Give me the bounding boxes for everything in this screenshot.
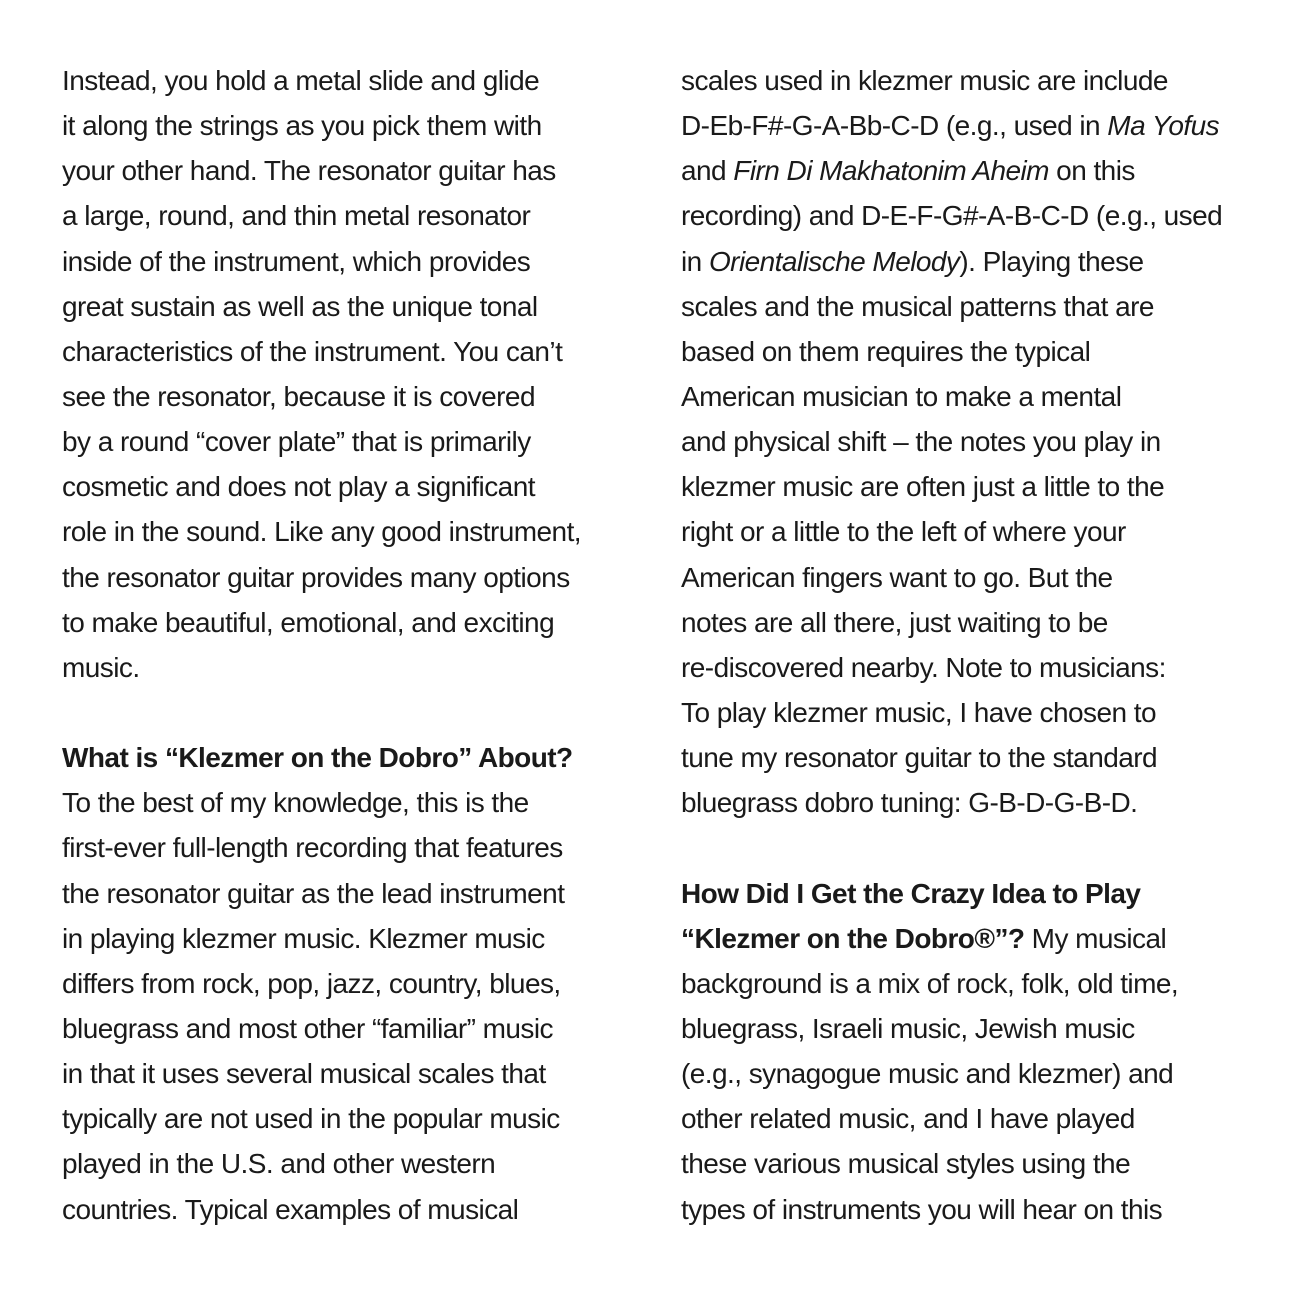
- text-line: music.: [62, 651, 140, 683]
- text-line: in playing klezmer music. Klezmer music: [62, 922, 545, 954]
- paragraph-resonator: [62, 58, 622, 690]
- section-about: [62, 735, 622, 1232]
- text-line: To play klezmer music, I have chosen to: [681, 696, 1156, 728]
- section-crazy-idea: [681, 871, 1241, 1232]
- text-line: types of instruments you will hear on this: [681, 1193, 1163, 1225]
- text-line: these various musical styles using the: [681, 1148, 1131, 1180]
- text-line: based on them requires the typical: [681, 335, 1091, 367]
- text-line: [681, 148, 1241, 193]
- text-line: characteristics of the instrument. You can’t: [62, 335, 563, 367]
- text-line: notes are all there, just waiting to be: [681, 606, 1108, 638]
- paragraph-spacer: [62, 690, 622, 735]
- text-line: recording) and D-E-F-G#-A-B-C-D (e.g., used: [681, 200, 1223, 232]
- text-line: played in the U.S. and other western: [62, 1148, 496, 1180]
- left-column: [62, 58, 622, 1232]
- text-run: on this: [1048, 155, 1135, 187]
- text-line: by a round “cover plate” that is primarily: [62, 426, 531, 458]
- text-run: D-Eb-F#-G-A-Bb-C-D (e.g., used in: [681, 110, 1108, 142]
- text-line: bluegrass, Israeli music, Jewish music: [681, 1012, 1135, 1044]
- text-line: background is a mix of rock, folk, old time,: [681, 967, 1179, 999]
- text-line: [681, 916, 1241, 961]
- text-line: scales and the musical patterns that are: [681, 290, 1154, 322]
- paragraph-scales: [681, 58, 1241, 825]
- text-line: the resonator guitar as the lead instrument: [62, 877, 565, 909]
- text-line: your other hand. The resonator guitar has: [62, 155, 556, 187]
- text-line: [681, 239, 1241, 284]
- text-line: see the resonator, because it is covered: [62, 380, 535, 412]
- text-line: American fingers want to go. But the: [681, 561, 1113, 593]
- text-line: first-ever full-length recording that features: [62, 832, 563, 864]
- text-line: role in the sound. Like any good instrument,: [62, 516, 582, 548]
- text-line: right or a little to the left of where your: [681, 516, 1126, 548]
- text-run: and: [681, 155, 734, 187]
- section-heading-crazy-idea-cont: “Klezmer on the Dobro®”?: [681, 922, 1025, 954]
- section-heading-about: What is “Klezmer on the Dobro” About?: [62, 742, 573, 774]
- text-line: scales used in klezmer music are include: [681, 65, 1168, 96]
- text-line: Instead, you hold a metal slide and glide: [62, 65, 540, 96]
- text-line: [681, 103, 1241, 148]
- text-line: the resonator guitar provides many options: [62, 561, 570, 593]
- text-line: and physical shift – the notes you play in: [681, 426, 1161, 458]
- text-line: re-discovered nearby. Note to musicians:: [681, 651, 1166, 683]
- text-line: a large, round, and thin metal resonator: [62, 200, 531, 232]
- text-line: cosmetic and does not play a significant: [62, 471, 535, 503]
- text-line: bluegrass dobro tuning: G-B-D-G-B-D.: [681, 787, 1138, 819]
- text-line: klezmer music are often just a little to the: [681, 471, 1165, 503]
- text-line: it along the strings as you pick them with: [62, 110, 542, 142]
- song-title-orientalische-melody: Orientalische Melody: [708, 245, 960, 277]
- text-line: in that it uses several musical scales that: [62, 1058, 546, 1090]
- text-line: (e.g., synagogue music and klezmer) and: [681, 1058, 1174, 1090]
- text-line: other related music, and I have played: [681, 1103, 1135, 1135]
- text-line: differs from rock, pop, jazz, country, blues,: [62, 967, 561, 999]
- right-column: [681, 58, 1241, 1232]
- text-line: To the best of my knowledge, this is the: [62, 787, 529, 819]
- text-run: in: [681, 245, 709, 277]
- text-run: My musical: [1024, 922, 1167, 954]
- section-heading-crazy-idea: How Did I Get the Crazy Idea to Play: [681, 877, 1141, 909]
- text-line: tune my resonator guitar to the standard: [681, 742, 1158, 774]
- text-line: to make beautiful, emotional, and exciting: [62, 606, 555, 638]
- text-line: bluegrass and most other “familiar” music: [62, 1012, 553, 1044]
- paragraph-spacer: [681, 825, 1241, 870]
- text-line: typically are not used in the popular music: [62, 1103, 560, 1135]
- text-line: countries. Typical examples of musical: [62, 1193, 519, 1225]
- text-line: American musician to make a mental: [681, 380, 1122, 412]
- text-line: inside of the instrument, which provides: [62, 245, 531, 277]
- song-title-firn-di-makhatonim: Firn Di Makhatonim Aheim: [733, 155, 1049, 187]
- text-run: ). Playing these: [959, 245, 1144, 277]
- song-title-ma-yofus: Ma Yofus: [1107, 110, 1220, 142]
- text-line: great sustain as well as the unique tonal: [62, 290, 538, 322]
